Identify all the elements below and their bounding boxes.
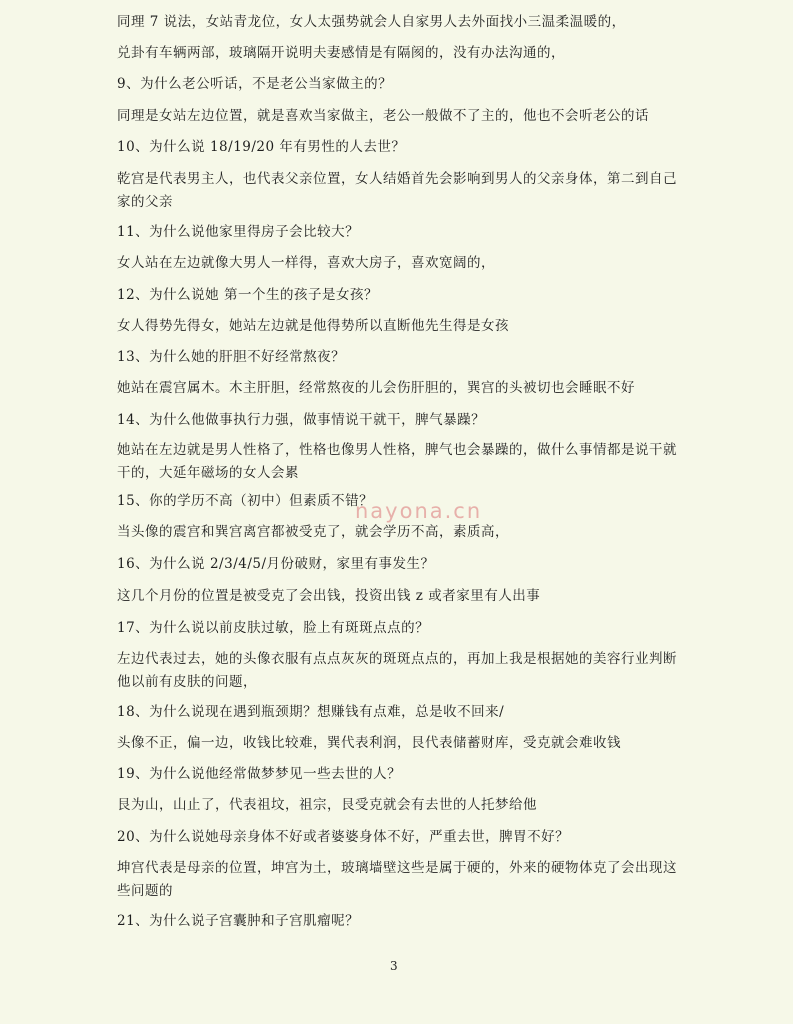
question-heading: 12、为什么说她 第一个生的孩子是女孩？ [117,287,378,303]
paragraph: 兑卦有车辆两部，玻璃隔开说明夫妻感情是有隔阂的，没有办法沟通的， [117,45,565,61]
page-number: 3 [390,959,398,973]
question-heading: 17、为什么说以前皮肤过敏，脸上有斑斑点点的？ [117,620,430,636]
paragraph: 坤宫代表是母亲的位置，坤宫为土，玻璃墙壁这些是属于硬的，外来的硬物体克了会出现这些问题的 [117,860,677,899]
paragraph: 女人站在左边就像大男人一样得，喜欢大房子，喜欢宽阔的， [117,255,495,271]
paragraph: 艮为山，山止了，代表祖坟，祖宗，艮受克就会有去世的人托梦给他 [117,797,537,813]
watermark: nayona.cn [355,499,483,523]
question-heading: 18、为什么说现在遇到瓶颈期？想赚钱有点难，总是收不回来/ [117,704,505,720]
paragraph: 左边代表过去，她的头像衣服有点点灰灰的斑斑点点的，再加上我是根据她的美容行业判断他以前有皮肤的问题， [117,651,677,690]
question-heading: 13、为什么她的肝胆不好经常熬夜？ [117,349,346,365]
question-heading: 15、你的学历不高（初中）但素质不错？ [117,493,374,509]
paragraph: 这几个月份的位置是被受克了会出钱，投资出钱 z 或者家里有人出事 [117,588,541,604]
paragraph: 女人得势先得女，她站左边就是他得势所以直断他先生得是女孩 [117,318,509,334]
question-heading: 14、为什么他做事执行力强，做事情说干就干，脾气暴躁？ [117,412,486,428]
question-heading: 9、为什么老公听话，不是老公当家做主的？ [117,76,393,92]
question-heading: 16、为什么说 2/3/4/5/月份破财，家里有事发生？ [117,556,435,572]
paragraph: 她站在左边就是男人性格了，性格也像男人性格，脾气也会暴躁的，做什么事情都是说干就干的，大延年磁场的女人会累 [117,442,677,481]
paragraph: 她站在震宫属木。木主肝胆，经常熬夜的儿会伤肝胆的，巽宫的头被切也会睡眠不好 [117,380,635,396]
question-heading: 19、为什么说他经常做梦梦见一些去世的人？ [117,766,402,782]
question-heading: 21、为什么说子宫囊肿和子宫肌瘤呢？ [117,913,360,929]
question-heading: 20、为什么说她母亲身体不好或者婆婆身体不好，严重去世，脾胃不好？ [117,829,570,845]
question-heading: 10、为什么说 18/19/20 年有男性的人去世？ [117,139,406,155]
paragraph: 同理是女站左边位置，就是喜欢当家做主，老公一般做不了主的，他也不会听老公的话 [117,108,649,124]
paragraph: 乾宫是代表男主人，也代表父亲位置，女人结婚首先会影响到男人的父亲身体，第二到自己家的父亲 [117,171,677,210]
paragraph: 当头像的震宫和巽宫离宫都被受克了，就会学历不高，素质高， [117,524,509,540]
paragraph: 同理 7 说法，女站青龙位，女人太强势就会人自家男人去外面找小三温柔温暖的， [117,14,626,30]
paragraph: 头像不正，偏一边，收钱比较难，巽代表利润，艮代表储蓄财库，受克就会难收钱 [117,735,621,751]
question-heading: 11、为什么说他家里得房子会比较大？ [117,224,360,240]
